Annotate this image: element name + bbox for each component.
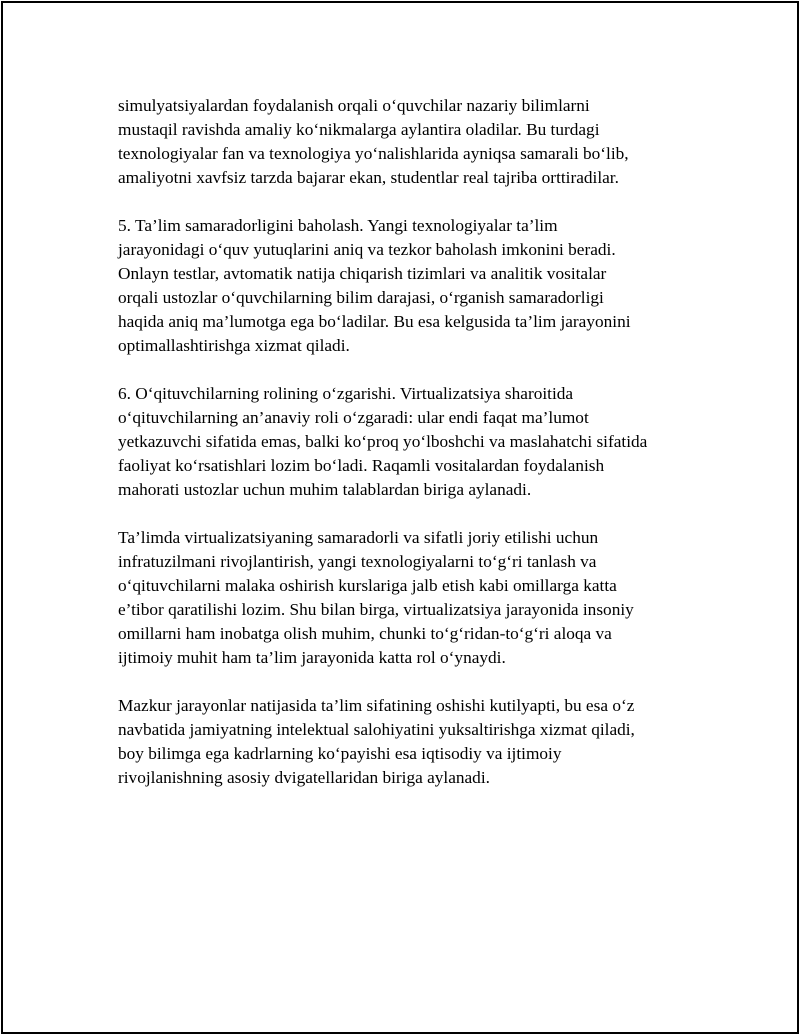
text-line: o‘qituvchilarning an’anaviy roli o‘zgaradi: ular endi faqat ma’lumot	[118, 408, 589, 427]
paragraph-implementation	[118, 526, 718, 670]
text-line: orqali ustozlar o‘quvchilarning bilim darajasi, o‘rganish samaradorligi	[118, 288, 604, 307]
text-line: mahorati ustozlar uchun muhim talablardan biriga aylanadi.	[118, 480, 532, 499]
text-line: rivojlanishning asosiy dvigatellaridan biriga aylanadi.	[118, 768, 490, 787]
text-line: ijtimoiy muhit ham ta’lim jarayonida katta rol o‘ynaydi.	[118, 648, 506, 667]
text-line: 6. O‘qituvchilarning rolining o‘zgarishi. Virtualizatsiya sharoitida	[118, 384, 574, 403]
text-line: texnologiyalar fan va texnologiya yo‘nalishlarida ayniqsa samarali bo‘lib,	[118, 144, 629, 163]
paragraph-teacher-role	[118, 382, 718, 502]
text-line: mustaqil ravishda amaliy ko‘nikmalarga aylantira oladilar. Bu turdagi	[118, 120, 600, 139]
text-line: o‘qituvchilarni malaka oshirish kurslariga jalb etish kabi omillarga katta	[118, 576, 617, 595]
paragraph-conclusion	[118, 694, 718, 790]
text-line: jarayonidagi o‘quv yutuqlarini aniq va tezkor baholash imkonini beradi.	[118, 240, 616, 259]
text-line: boy bilimga ega kadrlarning ko‘payishi esa iqtisodiy va ijtimoiy	[118, 744, 562, 763]
text-line: navbatida jamiyatning intelektual salohiyatini yuksaltirishga xizmat qiladi,	[118, 720, 635, 739]
text-line: amaliyotni xavfsiz tarzda bajarar ekan, studentlar real tajriba orttiradilar.	[118, 168, 619, 187]
text-line: haqida aniq ma’lumotga ega bo‘ladilar. Bu esa kelgusida ta’lim jarayonini	[118, 312, 631, 331]
text-line: e’tibor qaratilishi lozim. Shu bilan birga, virtualizatsiya jarayonida insoniy	[118, 600, 634, 619]
text-line: Onlayn testlar, avtomatik natija chiqarish tizimlari va analitik vositalar	[118, 264, 607, 283]
text-line: omillarni ham inobatga olish muhim, chunki to‘g‘ridan-to‘g‘ri aloqa va	[118, 624, 612, 643]
text-line: faoliyat ko‘rsatishlari lozim bo‘ladi. Raqamli vositalardan foydalanish	[118, 456, 605, 475]
text-line: simulyatsiyalardan foydalanish orqali o‘quvchilar nazariy bilimlarni	[118, 96, 590, 115]
text-line: optimallashtirishga xizmat qiladi.	[118, 336, 350, 355]
paragraph-simulations	[118, 94, 718, 190]
text-line: infratuzilmani rivojlantirish, yangi texnologiyalarni to‘g‘ri tanlash va	[118, 552, 597, 571]
document-body	[118, 94, 718, 814]
text-line: Mazkur jarayonlar natijasida ta’lim sifatining oshishi kutilyapti, bu esa o‘z	[118, 696, 635, 715]
text-line: yetkazuvchi sifatida emas, balki ko‘proq yo‘lboshchi va maslahatchi sifatida	[118, 432, 648, 451]
paragraph-assessment	[118, 214, 718, 358]
text-line: 5. Ta’lim samaradorligini baholash. Yangi texnologiyalar ta’lim	[118, 216, 558, 235]
text-line: Ta’limda virtualizatsiyaning samaradorli va sifatli joriy etilishi uchun	[118, 528, 599, 547]
